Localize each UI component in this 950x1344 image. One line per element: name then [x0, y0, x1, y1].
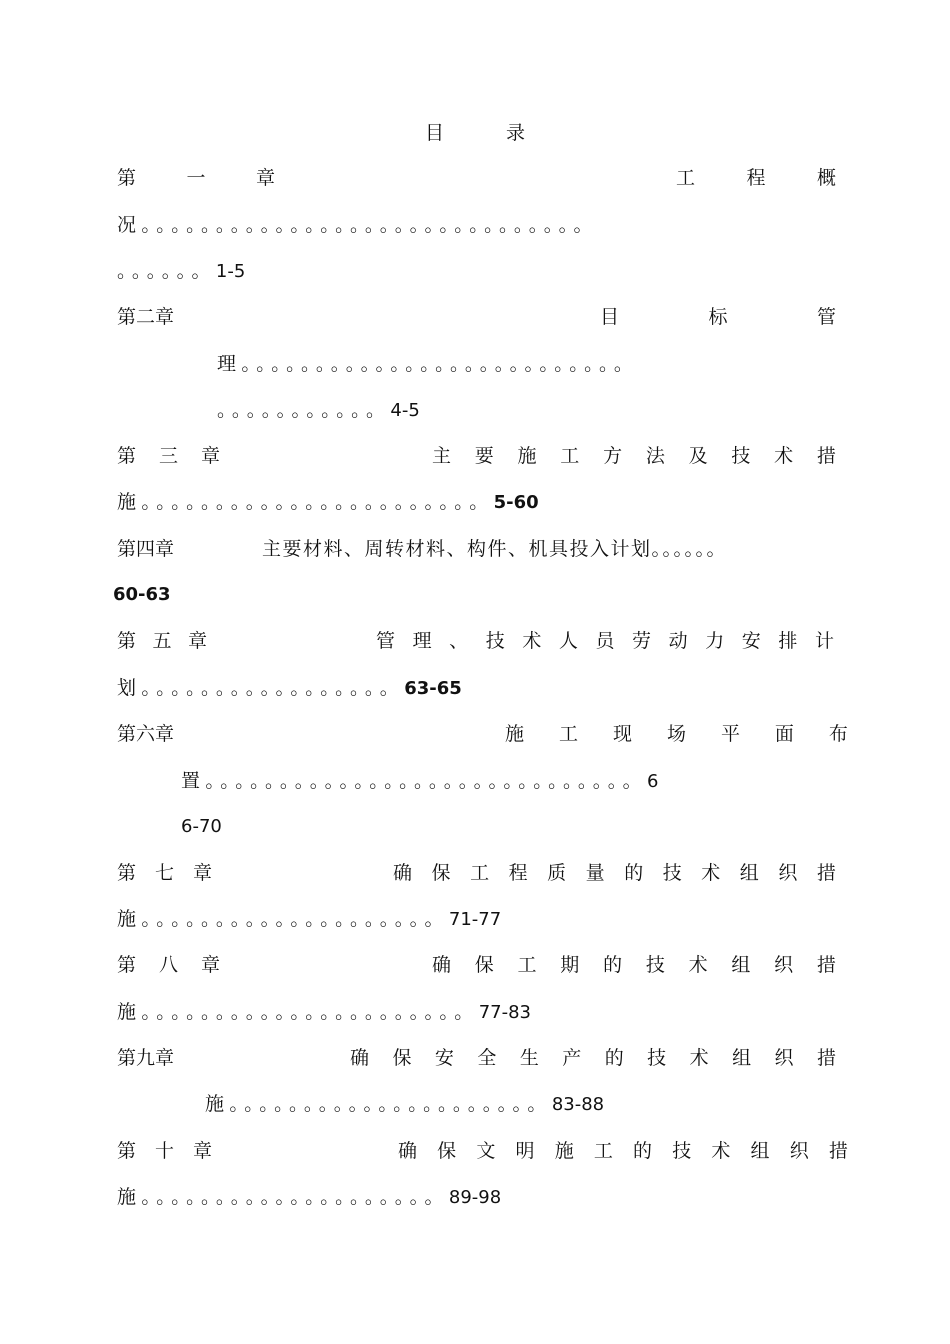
- toc-ch2-title: [600, 303, 836, 331]
- ch10-title-char: 工: [593, 1140, 613, 1162]
- ch9-title-char: 织: [774, 1047, 794, 1069]
- ch7-title-char: 组: [739, 862, 759, 884]
- toc-ch5-leader: 划。。。。。。。。。。。。。。。。。: [117, 677, 405, 699]
- ch5-title-char: 计: [814, 630, 834, 652]
- toc-ch9-title: [350, 1044, 836, 1072]
- ch9-title-char: 确: [350, 1047, 370, 1069]
- ch5-head-char: 五: [152, 630, 172, 652]
- toc-ch10-title: [398, 1137, 848, 1165]
- toc-ch7-leader: 施。。。。。。。。。。。。。。。。。。。。: [117, 908, 449, 930]
- toc-ch9-leader: 施。。。。。。。。。。。。。。。。。。。。。: [205, 1093, 552, 1115]
- ch8-title-char: 期: [560, 954, 580, 976]
- ch9-title-char: 产: [562, 1047, 582, 1069]
- ch7-title-char: 工: [470, 862, 490, 884]
- ch6-title-char: 面: [774, 723, 794, 745]
- ch9-title-char: 生: [519, 1047, 539, 1069]
- ch3-title-char: 施: [517, 445, 537, 467]
- toc-ch4-title: 主要材料、周转材料、构件、机具投入计划。。。。。。: [262, 538, 728, 560]
- ch6-title-char: 平: [720, 723, 740, 745]
- ch5-title-char: 技: [485, 630, 505, 652]
- ch8-title-char: 的: [603, 954, 623, 976]
- ch8-title-char: 技: [645, 954, 665, 976]
- ch7-head-char: 七: [154, 862, 174, 884]
- ch5-title-char: 管: [376, 630, 396, 652]
- ch7-title-char: 确: [393, 862, 413, 884]
- toc-ch2-leader: 。。。。。。。。。。。: [217, 399, 391, 421]
- ch2-title-char: 目: [600, 306, 620, 328]
- ch5-title-char: 安: [741, 630, 761, 652]
- toc-ch1-leader: 。。。。。。: [117, 260, 216, 282]
- ch10-title-char: 确: [398, 1140, 418, 1162]
- ch9-title-char: 措: [816, 1047, 836, 1069]
- ch8-title-char: 术: [688, 954, 708, 976]
- ch3-title-char: 工: [560, 445, 580, 467]
- ch1-head-char: 章: [255, 167, 275, 189]
- toc-ch4-page: 60-63: [113, 584, 171, 605]
- toc-ch8-heading: [117, 951, 220, 979]
- toc-ch7-title: [393, 859, 836, 887]
- toc-ch6-page-a: 6: [647, 771, 659, 792]
- ch5-title-char: 劳: [632, 630, 652, 652]
- ch7-title-char: 的: [624, 862, 644, 884]
- toc-ch9-page-line: [205, 1090, 604, 1118]
- ch7-head-char: 第: [117, 862, 137, 884]
- ch1-title-char: 概: [816, 167, 836, 189]
- ch10-title-char: 明: [515, 1140, 535, 1162]
- toc-title: 目 录: [424, 122, 554, 144]
- toc-ch5-page: 63-65: [404, 678, 462, 699]
- ch3-title-char: 方: [603, 445, 623, 467]
- ch9-title-char: 的: [604, 1047, 624, 1069]
- ch8-title-char: 组: [731, 954, 751, 976]
- ch7-title-char: 程: [508, 862, 528, 884]
- ch9-title-char: 保: [392, 1047, 412, 1069]
- toc-ch10-page-line: [117, 1183, 501, 1211]
- ch10-head-char: 十: [154, 1140, 174, 1162]
- ch7-title-char: 织: [778, 862, 798, 884]
- toc-ch2-heading: 第二章: [117, 306, 175, 328]
- toc-ch1-heading: [117, 164, 275, 192]
- ch5-title-char: 动: [668, 630, 688, 652]
- ch5-title-char: 排: [778, 630, 798, 652]
- toc-ch3-leader: 施。。。。。。。。。。。。。。。。。。。。。。。: [117, 491, 494, 513]
- ch7-title-char: 措: [816, 862, 836, 884]
- toc-ch6-page: 6-70: [181, 816, 222, 837]
- ch1-title-char: 工: [676, 167, 696, 189]
- toc-ch10-leader: 施。。。。。。。。。。。。。。。。。。。。: [117, 1186, 449, 1208]
- ch6-title-char: 现: [612, 723, 632, 745]
- ch5-title-char: 力: [705, 630, 725, 652]
- ch10-title-char: 措: [828, 1140, 848, 1162]
- toc-ch3-page: 5-60: [493, 492, 539, 513]
- ch3-title-char: 主: [432, 445, 452, 467]
- ch8-title-char: 工: [517, 954, 537, 976]
- ch8-title-char: 措: [816, 954, 836, 976]
- ch7-title-char: 技: [662, 862, 682, 884]
- toc-ch1-title: [676, 164, 836, 192]
- ch5-title-char: 术: [522, 630, 542, 652]
- ch7-title-char: 量: [585, 862, 605, 884]
- ch8-head-char: 章: [200, 954, 220, 976]
- toc-ch8-page-line: [117, 998, 531, 1026]
- toc-ch3-heading: [117, 442, 220, 470]
- toc-ch6-leader: 置。。。。。。。。。。。。。。。。。。。。。。。。。。。。。: [181, 770, 648, 792]
- toc-ch9-page: 83-88: [551, 1094, 605, 1115]
- ch7-title-char: 质: [547, 862, 567, 884]
- toc-ch3-page-line: [117, 488, 539, 516]
- ch10-title-char: 保: [437, 1140, 457, 1162]
- ch6-title-char: 布: [828, 723, 848, 745]
- toc-ch5-heading: [117, 627, 207, 655]
- toc-ch1-page-line: [117, 257, 245, 285]
- ch10-title-char: 技: [672, 1140, 692, 1162]
- ch8-title-char: 织: [774, 954, 794, 976]
- toc-ch5-page-line: [117, 674, 462, 702]
- ch3-title-char: 法: [645, 445, 665, 467]
- ch10-title-char: 组: [750, 1140, 770, 1162]
- toc-ch9-heading: 第九章: [117, 1047, 175, 1069]
- ch5-title-char: 人: [558, 630, 578, 652]
- ch5-head-char: 第: [117, 630, 137, 652]
- ch6-title-char: 工: [558, 723, 578, 745]
- toc-ch1-page: 1-5: [215, 261, 246, 282]
- ch5-title-char: 理: [412, 630, 432, 652]
- ch1-head-char: 一: [186, 167, 206, 189]
- ch7-title-char: 保: [431, 862, 451, 884]
- ch3-head-char: 三: [158, 445, 178, 467]
- toc-ch6-title: [505, 720, 848, 748]
- ch3-head-char: 第: [117, 445, 137, 467]
- ch5-title-char: 、: [449, 630, 469, 652]
- toc-ch6-heading: 第六章: [117, 723, 175, 745]
- ch9-title-char: 全: [477, 1047, 497, 1069]
- ch3-head-char: 章: [200, 445, 220, 467]
- ch10-head-char: 章: [192, 1140, 212, 1162]
- toc-ch4-heading: 第四章: [117, 538, 175, 560]
- toc-ch3-title: [432, 442, 836, 470]
- ch8-title-char: 保: [474, 954, 494, 976]
- ch8-head-char: 第: [117, 954, 137, 976]
- ch9-title-char: 安: [434, 1047, 454, 1069]
- toc-ch10-heading: [117, 1137, 212, 1165]
- ch9-title-char: 术: [689, 1047, 709, 1069]
- ch1-title-char: 程: [746, 167, 766, 189]
- ch9-title-char: 技: [647, 1047, 667, 1069]
- toc-ch5-title: [376, 627, 834, 655]
- toc-ch2-page-line: [217, 396, 420, 424]
- ch7-title-char: 术: [701, 862, 721, 884]
- ch10-title-char: 文: [476, 1140, 496, 1162]
- ch3-title-char: 术: [774, 445, 794, 467]
- toc-ch1-continuation: 况。。。。。。。。。。。。。。。。。。。。。。。。。。。。。。: [117, 214, 598, 236]
- ch2-title-char: 管: [816, 306, 836, 328]
- ch1-head-char: 第: [117, 167, 137, 189]
- toc-ch8-page: 77-83: [478, 1002, 532, 1023]
- ch8-title-char: 确: [432, 954, 452, 976]
- toc-ch2-page: 4-5: [390, 400, 420, 421]
- ch3-title-char: 措: [816, 445, 836, 467]
- ch6-title-char: 场: [666, 723, 686, 745]
- ch10-title-char: 施: [554, 1140, 574, 1162]
- toc-ch10-page: 89-98: [448, 1187, 502, 1208]
- ch10-head-char: 第: [117, 1140, 137, 1162]
- toc-ch7-heading: [117, 859, 212, 887]
- toc-ch2-continuation: 理。。。。。。。。。。。。。。。。。。。。。。。。。。: [217, 353, 639, 375]
- ch7-head-char: 章: [192, 862, 212, 884]
- ch5-title-char: 员: [595, 630, 615, 652]
- ch3-title-char: 技: [731, 445, 751, 467]
- ch9-title-char: 组: [732, 1047, 752, 1069]
- ch6-title-char: 施: [505, 723, 525, 745]
- toc-ch7-page: 71-77: [448, 909, 502, 930]
- ch10-title-char: 的: [633, 1140, 653, 1162]
- ch8-head-char: 八: [158, 954, 178, 976]
- ch10-title-char: 术: [711, 1140, 731, 1162]
- ch5-head-char: 章: [187, 630, 207, 652]
- toc-ch8-leader: 施。。。。。。。。。。。。。。。。。。。。。。: [117, 1001, 479, 1023]
- ch3-title-char: 及: [688, 445, 708, 467]
- ch3-title-char: 要: [474, 445, 494, 467]
- ch2-title-char: 标: [708, 306, 728, 328]
- toc-ch6-continuation: [181, 767, 658, 795]
- ch10-title-char: 织: [789, 1140, 809, 1162]
- toc-ch7-page-line: [117, 905, 501, 933]
- toc-ch8-title: [432, 951, 836, 979]
